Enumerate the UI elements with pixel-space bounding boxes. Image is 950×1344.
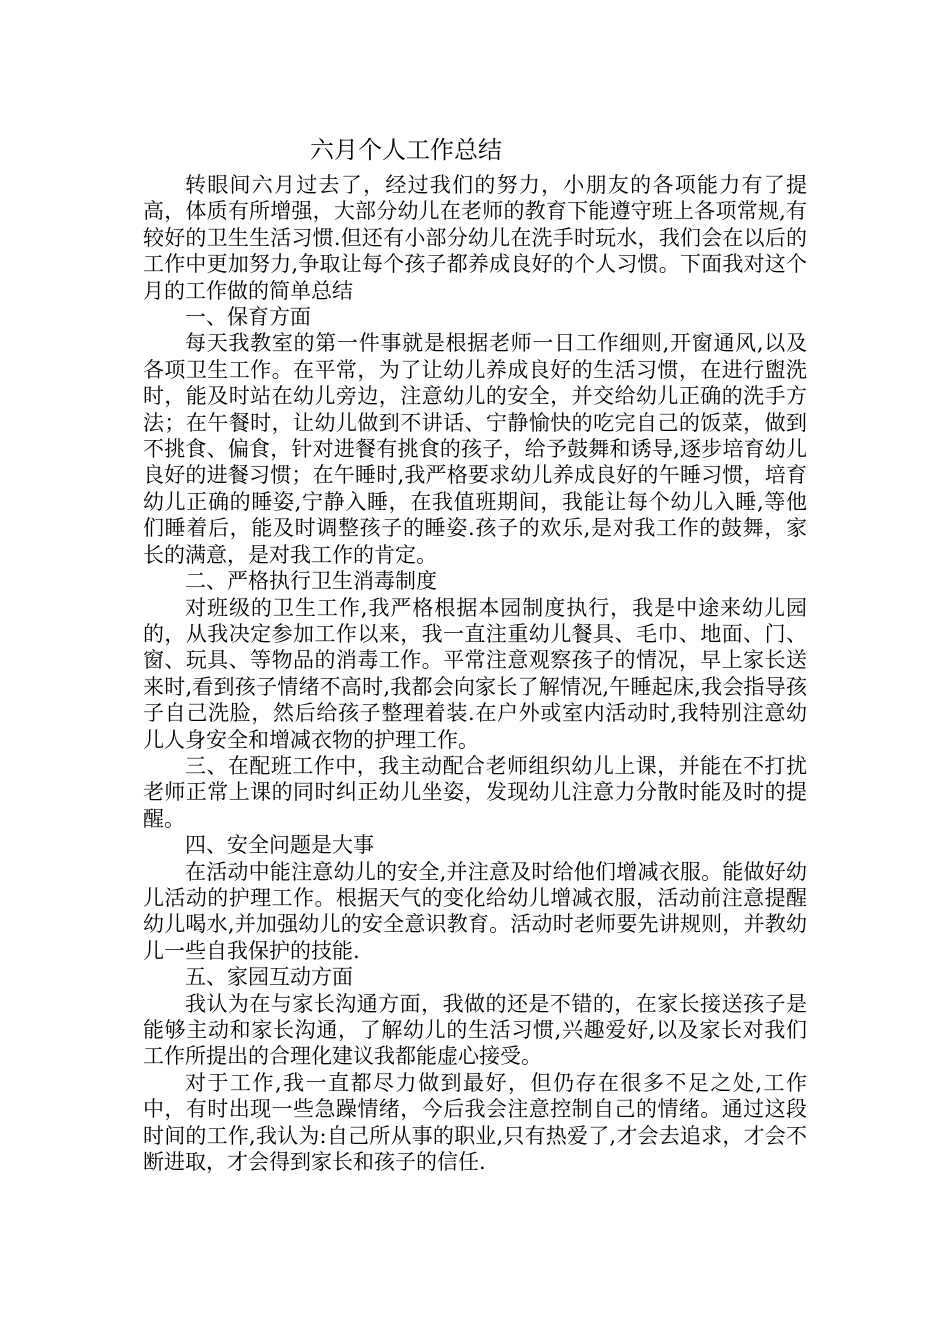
section-heading-childcare: 一、保育方面 xyxy=(185,305,311,330)
conclusion-paragraph: 对于工作,我一直都尽力做到最好，但仍存在很多不足之处,工作中，有时出现一些急躁情绪，今后我会注意控制自己的情绪。通过这段时间的工作,我认为:自己所从事的职业,只有热爱了,才会去追求，才会不断进取，才会得到家长和孩子的信任. xyxy=(143,1070,807,1175)
document-body xyxy=(143,172,807,1175)
safety-paragraph: 在活动中能注意幼儿的安全,并注意及时给他们增减衣服。能做好幼儿活动的护理工作。根据天气的变化给幼儿增减衣服，活动前注意提醒幼儿喝水,并加强幼儿的安全意识教育。活动时老师要先讲规则，并教幼儿一些自我保护的技能. xyxy=(143,859,807,963)
section-heading-hygiene: 二、严格执行卫生消毒制度 xyxy=(185,569,437,594)
hygiene-paragraph: 对班级的卫生工作,我严格根据本园制度执行，我是中途来幼儿园的，从我决定参加工作以来，我一直注重幼儿餐具、毛巾、地面、门、窗、玩具、等物品的消毒工作。平常注意观察孩子的情况，早上家长送来时,看到孩子情绪不高时,我都会向家长了解情况,午睡起床,我会指导孩子自己洗脸，然后给孩子整理着装.在户外或室内活动时,我特别注意幼儿人身安全和增减衣物的护理工作。 xyxy=(143,595,807,752)
home-school-paragraph: 我认为在与家长沟通方面，我做的还是不错的，在家长接送孩子是能够主动和家长沟通，了解幼儿的生活习惯,兴趣爱好,以及家长对我们工作所提出的合理化建议我都能虚心接受。 xyxy=(143,991,807,1069)
section-heading-safety: 四、安全问题是大事 xyxy=(185,833,374,858)
section-heading-home-school: 五、家园互动方面 xyxy=(185,965,353,990)
document-title: 六月个人工作总结 xyxy=(310,136,502,164)
class-assist-paragraph: 三、在配班工作中，我主动配合老师组织幼儿上课，并能在不打扰老师正常上课的同时纠正幼儿坐姿，发现幼儿注意力分散时能及时的提醒。 xyxy=(143,753,807,831)
childcare-paragraph: 每天我教室的第一件事就是根据老师一日工作细则,开窗通风,以及各项卫生工作。在平常，为了让幼儿养成良好的生活习惯，在进行盥洗时，能及时站在幼儿旁边，注意幼儿的安全，并交给幼儿正确的洗手方法；在午餐时，让幼儿做到不讲话、宁静愉快的吃完自己的饭菜，做到不挑食、偏食，针对进餐有挑食的孩子，给予鼓舞和诱导,逐步培育幼儿良好的进餐习惯；在午睡时,我严格要求幼儿养成良好的午睡习惯，培育幼儿正确的睡姿,宁静入睡，在我值班期间，我能让每个幼儿入睡,等他们睡着后，能及时调整孩子的睡姿.孩子的欢乐,是对我工作的鼓舞，家长的满意，是对我工作的肯定。 xyxy=(143,331,807,567)
intro-paragraph: 转眼间六月过去了，经过我们的努力，小朋友的各项能力有了提高，体质有所增强，大部分幼儿在老师的教育下能遵守班上各项常规,有较好的卫生生活习惯.但还有小部分幼儿在洗手时玩水，我们会在以后的工作中更加努力,争取让每个孩子都养成良好的个人习惯。下面我对这个月的工作做的简单总结 xyxy=(143,173,807,303)
